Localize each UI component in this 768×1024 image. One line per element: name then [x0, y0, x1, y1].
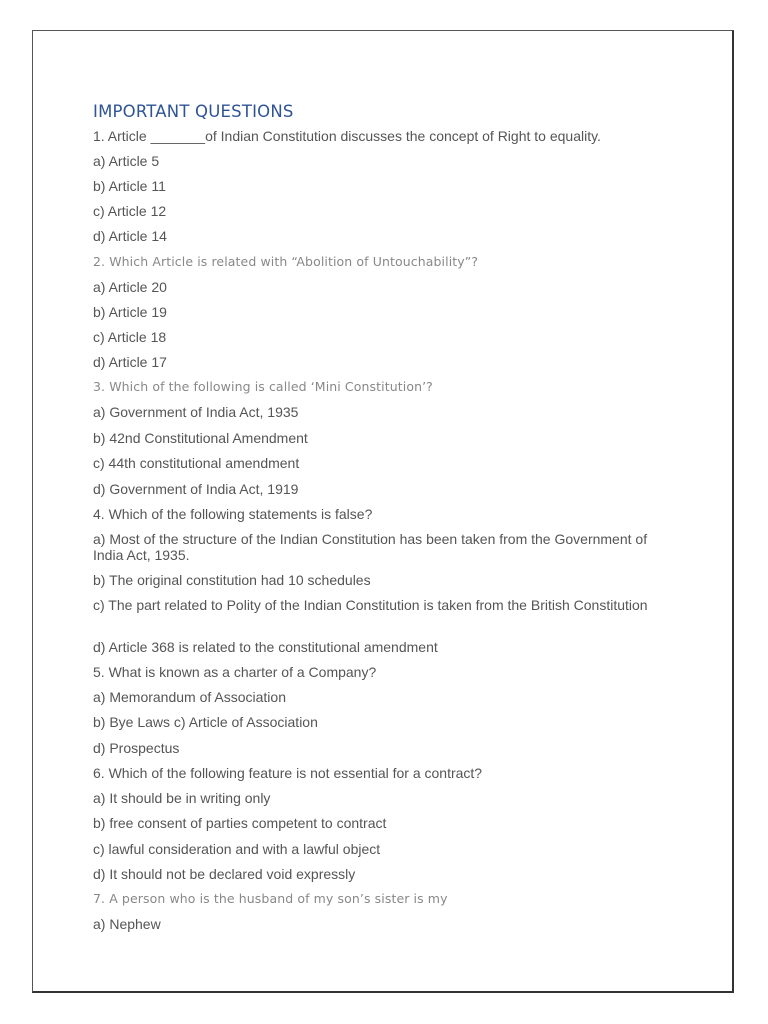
option-3c: c) 44th constitutional amendment [93, 455, 300, 471]
option-1a: a) Article 5 [93, 153, 160, 169]
option-4b: b) The original constitution had 10 schedules [93, 572, 371, 588]
option-3a: a) Government of India Act, 1935 [93, 404, 299, 420]
option-7a: a) Nephew [93, 916, 161, 932]
option-4c: c) The part related to Polity of the Indian Constitution is taken from the British Constitution [93, 597, 648, 613]
option-4d: d) Article 368 is related to the constitutional amendment [93, 639, 438, 655]
option-6a: a) It should be in writing only [93, 790, 271, 806]
option-6d: d) It should not be declared void expressly [93, 866, 356, 882]
option-3b: b) 42nd Constitutional Amendment [93, 430, 308, 446]
option-5d: d) Prospectus [93, 740, 180, 756]
option-1c: c) Article 12 [93, 203, 167, 219]
option-2b: b) Article 19 [93, 304, 167, 320]
option-2d: d) Article 17 [93, 354, 167, 370]
question-2: 2. Which Article is related with “Abolition of Untouchability”? [93, 254, 479, 269]
option-5a: a) Memorandum of Association [93, 689, 286, 705]
option-2a: a) Article 20 [93, 279, 167, 295]
option-6b: b) free consent of parties competent to contract [93, 815, 387, 831]
option-2c: c) Article 18 [93, 329, 167, 345]
question-1: 1. Article _______of Indian Constitution discusses the concept of Right to equality. [93, 128, 601, 144]
option-1b: b) Article 11 [93, 178, 166, 194]
option-5b: b) Bye Laws c) Article of Association [93, 714, 318, 730]
option-3d: d) Government of India Act, 1919 [93, 481, 299, 497]
question-4: 4. Which of the following statements is false? [93, 506, 373, 522]
question-5: 5. What is known as a charter of a Company? [93, 664, 377, 680]
page-title: IMPORTANT QUESTIONS [93, 102, 294, 121]
question-3: 3. Which of the following is called ‘Mini Constitution’? [93, 379, 433, 394]
question-6: 6. Which of the following feature is not essential for a contract? [93, 765, 483, 781]
option-6c: c) lawful consideration and with a lawful object [93, 841, 381, 857]
question-7: 7. A person who is the husband of my son’s sister is my [93, 891, 448, 906]
option-4a: a) Most of the structure of the Indian Constitution has been taken from the Government of India Act, 1935. [93, 531, 648, 563]
option-1d: d) Article 14 [93, 228, 167, 244]
